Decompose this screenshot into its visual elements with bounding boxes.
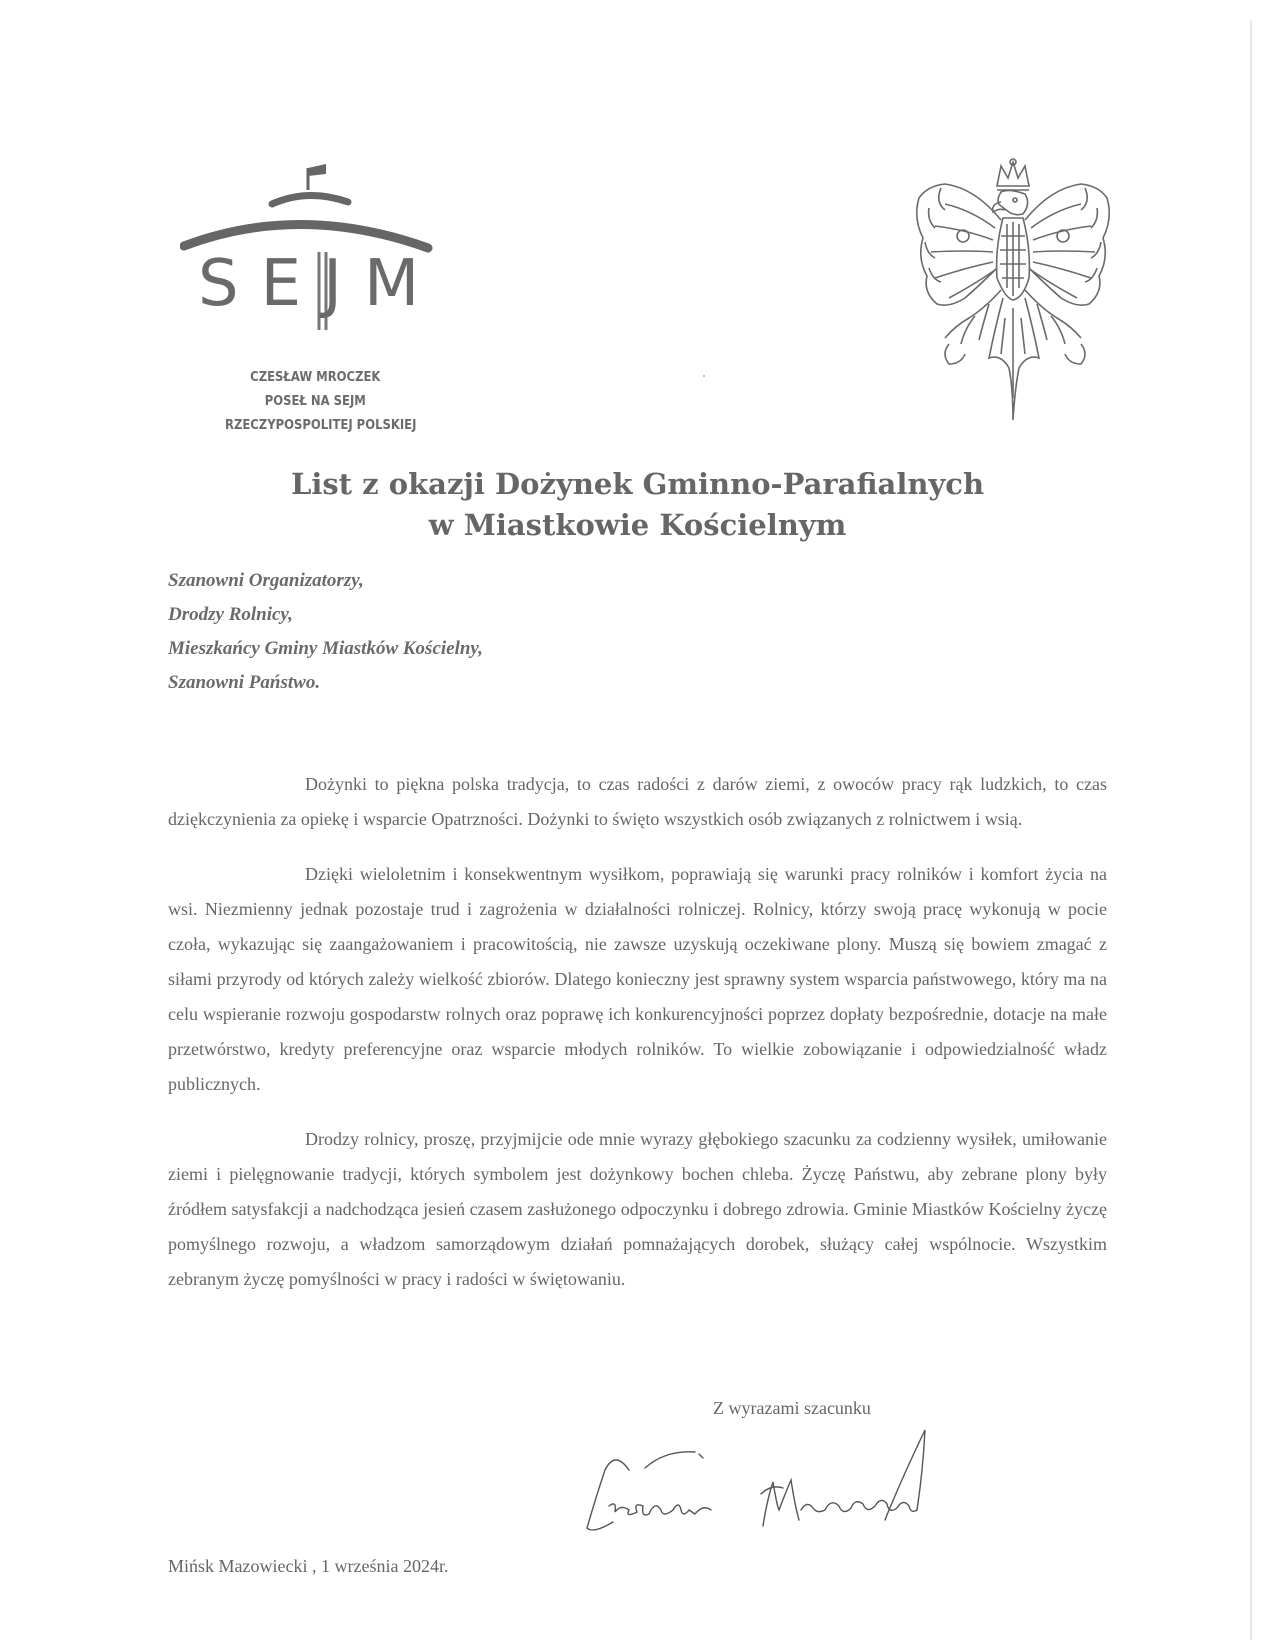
salutation-line: Drodzy Rolnicy, [168, 604, 293, 625]
mp-letterhead [225, 365, 417, 437]
scan-edge-line [1250, 20, 1252, 1640]
letter-title-line-2: w Miastkowie Kościelnym [428, 508, 847, 542]
sejm-logo [180, 160, 440, 360]
body-paragraph: Drodzy rolnicy, proszę, przyjmijcie ode mnie wyrazy głębokiego szacunku za codzienny wysiłek, umiłowanie ziemi i pielęgnowanie tradycji, których symbolem jest dożynkowy bochen chleba. Życzę Państwu, aby zebrane plony były źródłem satysfakcji a nadchodząca jesień czasem zasłużonego odpoczynku i dobrego zdrowia. Gminie Miastków Kościelny życzę pomyślnego rozwoju, a władzom samorządowym działań pomnażających dorobek, służący całej wspólnocie. Wszystkim zebranym życzę pomyślności w pracy i radości w świętowaniu. [168, 1129, 1107, 1289]
letter-title [0, 464, 1275, 546]
salutation-line: Mieszkańcy Gminy Miastków Kościelny, [168, 638, 483, 659]
body-paragraph: Dożynki to piękna polska tradycja, to czas radości z darów ziemi, z owoców pracy rąk ludzkich, to czas dziękczynienia za opiekę i wsparcie Opatrzności. Dożynki to święto wszystkich osób związanych z rolnictwem i wsią. [168, 774, 1107, 829]
letter-body [168, 767, 1107, 1317]
mp-position: POSEŁ NA SEJM [264, 393, 366, 409]
sejm-logo-word: SEJM [198, 247, 442, 321]
mp-country: RZECZYPOSPOLITEJ POLSKIEJ [225, 417, 417, 433]
scan-speck [703, 375, 705, 377]
salutation [168, 564, 483, 700]
salutation-line: Szanowni Państwo. [168, 672, 321, 693]
mp-name: CZESŁAW MROCZEK [250, 369, 381, 385]
closing-phrase: Z wyrazami szacunku [713, 1398, 871, 1418]
polish-eagle-icon [905, 158, 1120, 428]
salutation-line: Szanowni Organizatorzy, [168, 570, 364, 591]
handwritten-signature [585, 1410, 985, 1540]
place-and-date: Mińsk Mazowiecki , 1 września 2024r. [168, 1556, 449, 1576]
body-paragraph: Dzięki wieloletnim i konsekwentnym wysiłkom, poprawiają się warunki pracy rolników i komfort życia na wsi. Niezmienny jednak pozostaje trud i zagrożenia w działalności rolniczej. Rolnicy, którzy swoją pracę wykonują w pocie czoła, wykazując się zaangażowaniem i pracowitością, nie zawsze uzyskują oczekiwane plony. Muszą się bowiem zmagać z siłami przyrody od których zależy wielkość zbiorów. Dlatego konieczny jest sprawny system wsparcia państwowego, który ma na celu wspieranie rozwoju gospodarstw rolnych oraz poprawę ich konkurencyjności poprzez dopłaty bezpośrednie, dotacje na małe przetwórstwo, kredyty preferencyjne oraz wsparcie młodych rolników. To wielkie zobowiązanie i odpowiedzialność władz publicznych. [168, 864, 1107, 1094]
letter-title-line-1: List z okazji Dożynek Gminno-Parafialnych [290, 467, 985, 501]
